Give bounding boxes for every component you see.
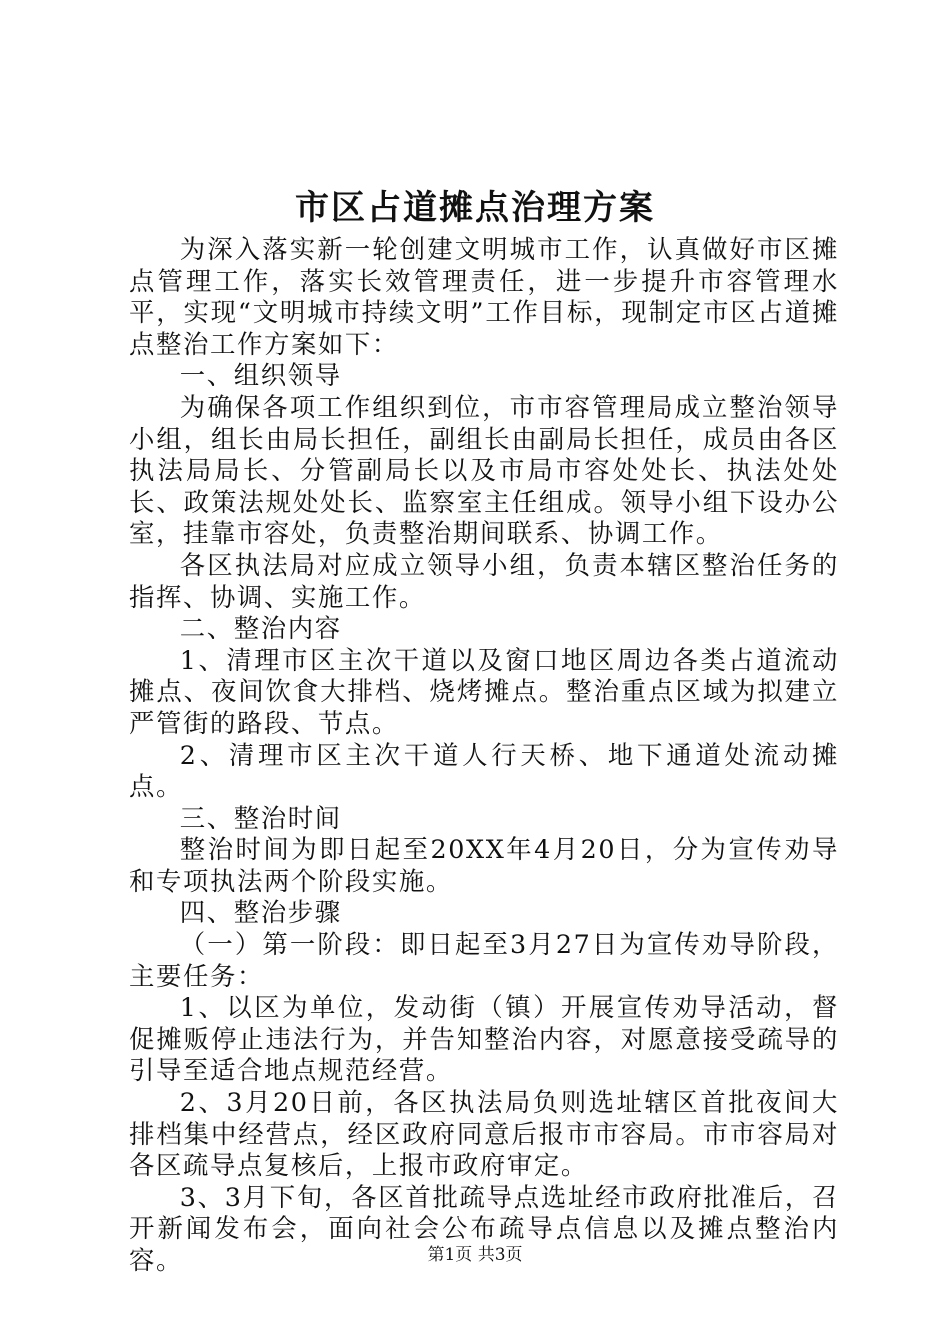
heading-time: 三、整治时间 bbox=[179, 802, 342, 833]
paragraph-step-3: 3、3月下旬，各区首批疏导点选址经市政府批准后，召开新闻发布会，面向社会公布疏导点信息以及摊点整治内容。 bbox=[129, 1181, 839, 1275]
heading-organization: 一、组织领导 bbox=[179, 360, 342, 391]
paragraph-intro: 为深入落实新一轮创建文明城市工作，认真做好市区摊点管理工作，落实长效管理责任，进一步提升市容管理水平，实现“文明城市持续文明”工作目标，现制定市区占道摊点整治工作方案如下： bbox=[129, 234, 839, 359]
paragraph-leading-group: 为确保各项工作组织到位，市市容管理局成立整治领导小组，组长由局长担任，副组长由副局长担任，成员由各区执法局局长、分管副局长以及市局市容处处长、执法处处长、政策法规处处长、监察室主任组成。领导小组下设办公室，挂靠市容处，负责整治期间联系、协调工作。 bbox=[129, 391, 839, 549]
heading-steps: 四、整治步骤 bbox=[179, 897, 342, 928]
document-body bbox=[129, 234, 839, 1277]
paragraph-stage-1: （一）第一阶段：即日起至3月27日为宣传劝导阶段，主要任务： bbox=[129, 929, 839, 991]
paragraph-content-2: 2、清理市区主次干道人行天桥、地下通道处流动摊点。 bbox=[129, 739, 839, 802]
paragraph-step-2: 2、3月20日前，各区执法局负则选址辖区首批夜间大排档集中经营点，经区政府同意后报市市容局。市市容局对各区疏导点复核后，上报市政府审定。 bbox=[129, 1087, 839, 1181]
page-number: 第1页 共3页 bbox=[427, 1245, 523, 1265]
paragraph-district-groups: 各区执法局对应成立领导小组，负责本辖区整治任务的指挥、协调、实施工作。 bbox=[129, 549, 839, 612]
heading-content: 二、整治内容 bbox=[179, 613, 342, 644]
document-title: 市区占道摊点治理方案 bbox=[295, 188, 655, 228]
paragraph-content-1: 1、清理市区主次干道以及窗口地区周边各类占道流动摊点、夜间饮食大排档、烧烤摊点。整治重点区域为拟建立严管街的路段、节点。 bbox=[129, 644, 839, 738]
paragraph-step-1: 1、以区为单位，发动街（镇）开展宣传劝导活动，督促摊贩停止违法行为，并告知整治内容，对愿意接受疏导的引导至适合地点规范经营。 bbox=[129, 992, 839, 1086]
paragraph-time: 整治时间为即日起至20XX年4月20日，分为宣传劝导和专项执法两个阶段实施。 bbox=[129, 834, 839, 896]
